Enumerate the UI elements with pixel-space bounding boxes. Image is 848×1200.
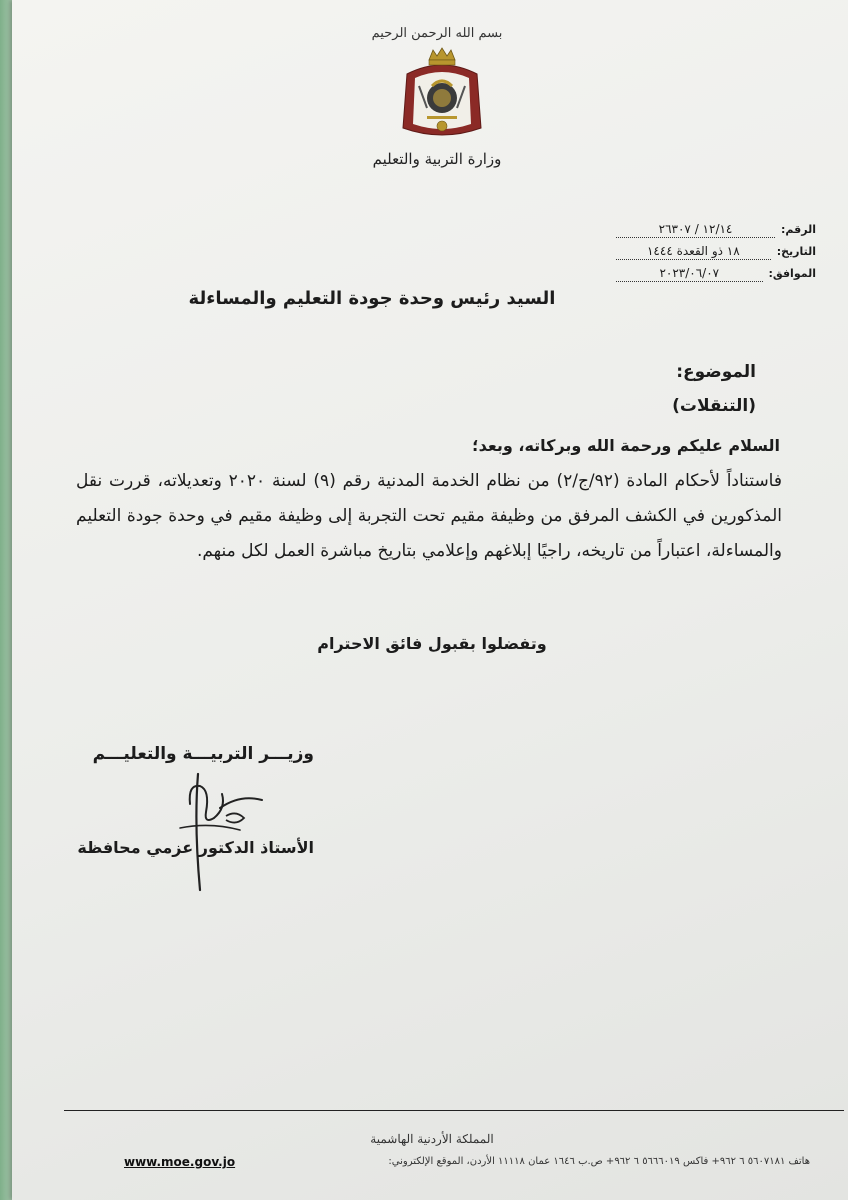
letter-page: [12, 0, 848, 1200]
footer-contact: هاتف ٥٦٠٧١٨١ ٦ ٩٦٢+ فاكس ٥٦٦٦٠١٩ ٦ ٩٦٢+ ص.ب ١٦٤٦ عمان ١١١١٨ الأردن، الموقع الإلكتروني:: [388, 1156, 810, 1167]
addressee: السيد رئيس وحدة جودة التعليم والمساءلة: [188, 288, 556, 309]
gregorian-date-label: الموافق:: [768, 267, 816, 280]
reference-number-row: [616, 222, 816, 244]
handwritten-signature-icon: [170, 764, 280, 894]
footer-country: المملكة الأردنية الهاشمية: [370, 1132, 494, 1146]
gregorian-date-value: ٢٠٢٣/٠٦/٠٧: [616, 266, 763, 282]
reference-number-label: الرقم:: [781, 223, 816, 236]
footer-website-link[interactable]: www.moe.gov.jo: [124, 1155, 236, 1169]
gregorian-date-row: [616, 266, 816, 288]
hijri-date-row: [616, 244, 816, 266]
basmala-text: بسم الله الرحمن الرحيم: [371, 26, 503, 41]
letter-body: فاستناداً لأحكام المادة (٩٢/ج/٢) من نظام الخدمة المدنية رقم (٩) لسنة ٢٠٢٠ وتعديلاته، قررت نقل المذكورين في الكشف المرفق من وظيفة مقيم تحت التجربة إلى وظيفة مقيم في وحدة جودة التعليم والمساءلة، اعتباراً من تاريخه، راجيًا إبلاغهم وإعلامي بتاريخ مباشرة العمل لكل منهم.: [76, 471, 782, 561]
footer-divider: [64, 1110, 844, 1111]
greeting: السلام عليكم ورحمة الله وبركاته، وبعد؛: [472, 436, 780, 455]
reference-number-value: ١٢/١٤ / ٢٦٣٠٧: [616, 222, 775, 238]
coat-of-arms-icon: [397, 46, 487, 142]
hijri-date-label: التاريخ:: [776, 245, 816, 258]
minister-title: وزيـــر التربيـــة والتعليـــم: [92, 744, 314, 764]
closing-line: وتفضلوا بقبول فائق الاحترام: [317, 634, 547, 653]
subject-value: (التنقلات): [672, 396, 756, 416]
reference-block: [616, 222, 816, 288]
minister-name: الأستاذ الدكتور عزمي محافظة: [77, 838, 314, 857]
ministry-name: وزارة التربية والتعليم: [372, 150, 502, 168]
subject-label: الموضوع:: [676, 362, 756, 382]
hijri-date-value: ١٨ ذو القعدة ١٤٤٤: [616, 244, 771, 260]
